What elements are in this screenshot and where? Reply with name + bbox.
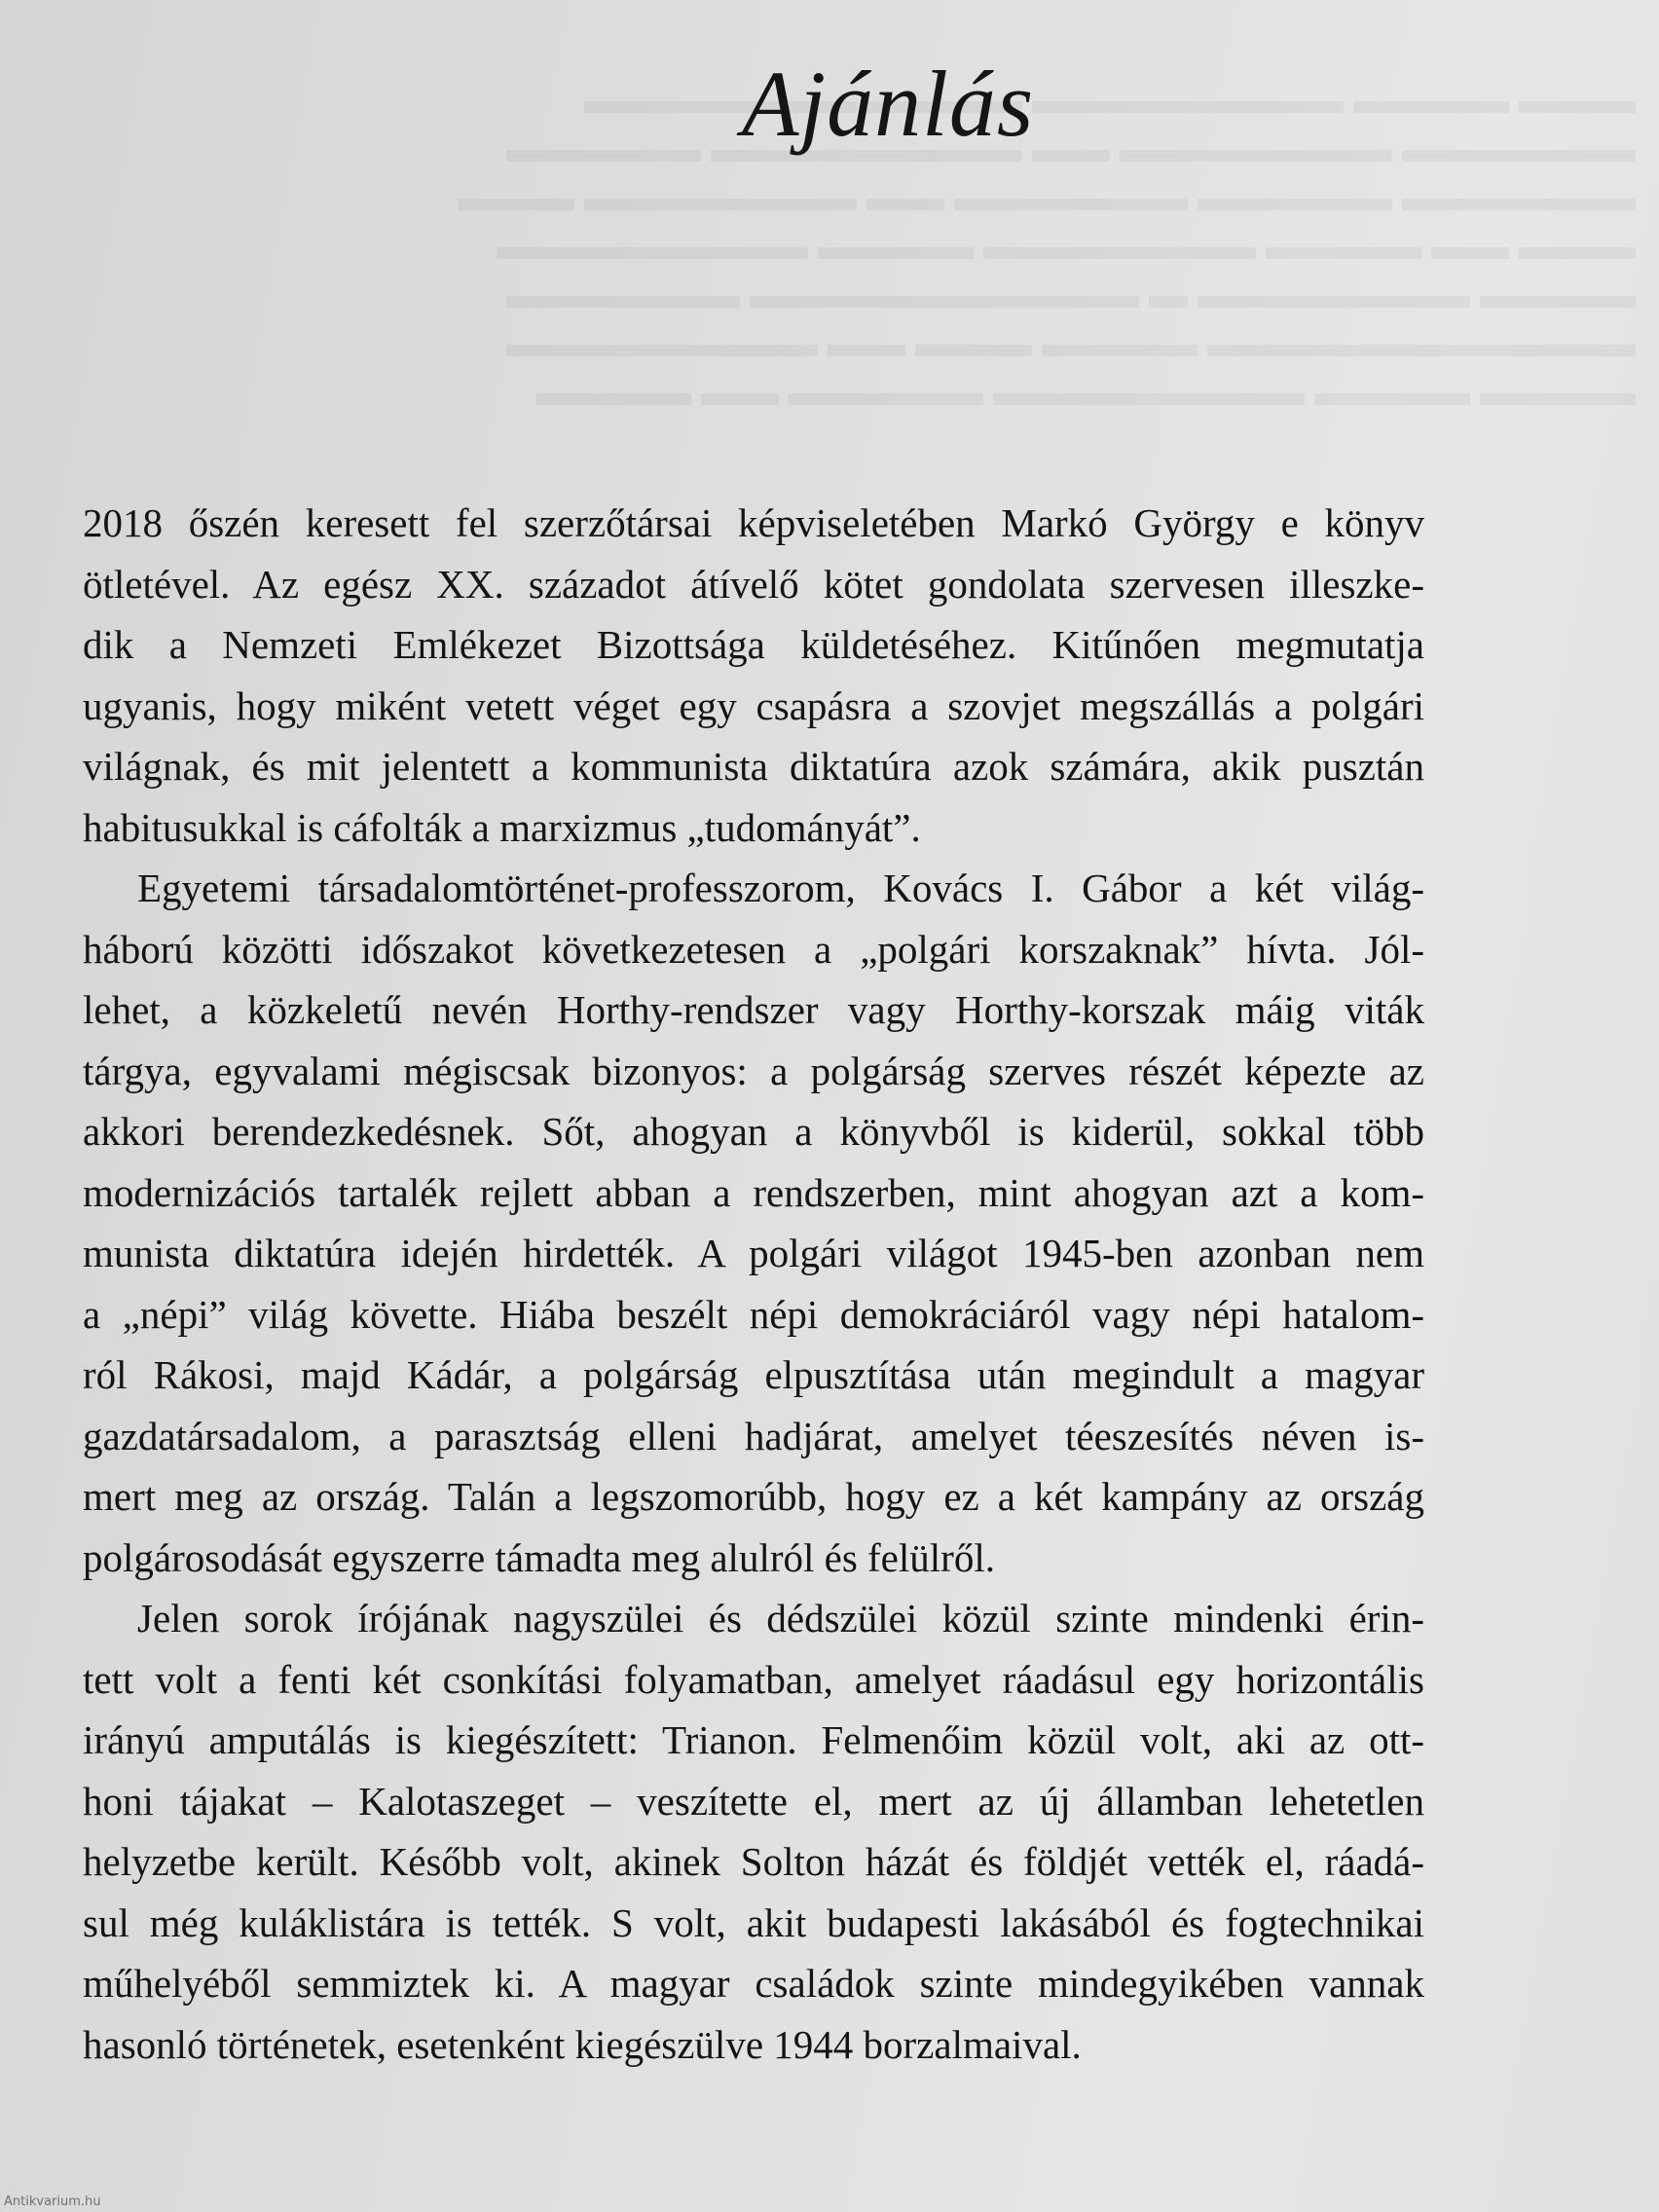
text-line: polgárosodását egyszerre támadta meg alulról és felülről. [83,1534,995,1580]
text-line: helyzetbe került. Később volt, akinek Solton házát és földjét vették el, ráadá- [83,1839,1424,1884]
text-line: irányú amputálás is kiegészített: Trianon. Felmenőim közül volt, aki az ott- [83,1717,1424,1762]
page-title: Ajánlás [741,52,1035,156]
text-line: honi tájakat – Kalotaszeget – veszítette el, mert az új államban lehetetlen [83,1778,1424,1824]
text-line: tárgya, egyvalami mégiscsak bizonyos: a polgárság szerves részét képezte az [83,1048,1424,1093]
text-line: hasonló történetek, esetenként kiegészülve 1944 borzalmaival. [83,2021,1082,2067]
paragraph [83,858,1424,1588]
text-line: Jelen sorok írójának nagyszülei és dédszülei közül szinte mindenki érin- [137,1596,1424,1641]
text-line: ról Rákosi, majd Kádár, a polgárság elpusztítása után megindult a magyar [83,1352,1424,1397]
text-line: a „népi” világ követte. Hiába beszélt népi demokráciáról vagy népi hatalom- [83,1291,1424,1337]
text-line: gazdatársadalom, a parasztság elleni hadjárat, amelyet téeszesítés néven is- [83,1413,1424,1458]
text-line: ötletével. Az egész XX. századot átívelő kötet gondolata szervesen illeszke- [83,561,1424,607]
text-line: ugyanis, hogy miként vetett véget egy csapásra a szovjet megszállás a polgári [83,682,1424,728]
text-line: háború közötti időszakot következetesen a „polgári korszaknak” hívta. Jól- [83,926,1424,972]
text-line: akkori berendezkedésnek. Sőt, ahogyan a könyvből is kiderül, sokkal több [83,1109,1424,1154]
paragraph [83,493,1424,858]
text-line: műhelyéből semmiztek ki. A magyar családok szinte mindegyikében vannak [83,1961,1424,2006]
text-line: modernizációs tartalék rejlett abban a rendszerben, mint ahogyan azt a kom- [83,1169,1424,1215]
text-line: habitusukkal is cáfolták a marxizmus „tudományát”. [83,804,921,850]
text-line: munista diktatúra idején hirdették. A polgári világot 1945-ben azonban nem [83,1231,1424,1275]
text-line: mert meg az ország. Talán a legszomorúbb, hogy ez a két kampány az ország [83,1474,1424,1519]
text-line: 2018 őszén keresett fel szerzőtársai képviseletében Markó György e könyv [83,500,1424,545]
watermark: Antikvarium.hu [4,2194,101,2209]
text-line: dik a Nemzeti Emlékezet Bizottsága küldetéséhez. Kitűnően megmutatja [83,622,1424,667]
text-line: tett volt a fenti két csonkítási folyamatban, amelyet ráadásul egy horizontális [83,1656,1424,1702]
body-text [83,493,1424,2075]
text-line: lehet, a közkeletű nevén Horthy-rendszer vagy Horthy-korszak máig viták [83,987,1424,1032]
text-line: sul még kuláklistára is tették. S volt, akit budapesti lakásából és fogtechnikai [83,1899,1424,1945]
text-line: Egyetemi társadalomtörténet-professzorom, Kovács I. Gábor a két világ- [137,866,1424,910]
paragraph [83,1588,1424,2075]
text-line: világnak, és mit jelentett a kommunista diktatúra azok számára, akik pusztán [83,744,1424,789]
